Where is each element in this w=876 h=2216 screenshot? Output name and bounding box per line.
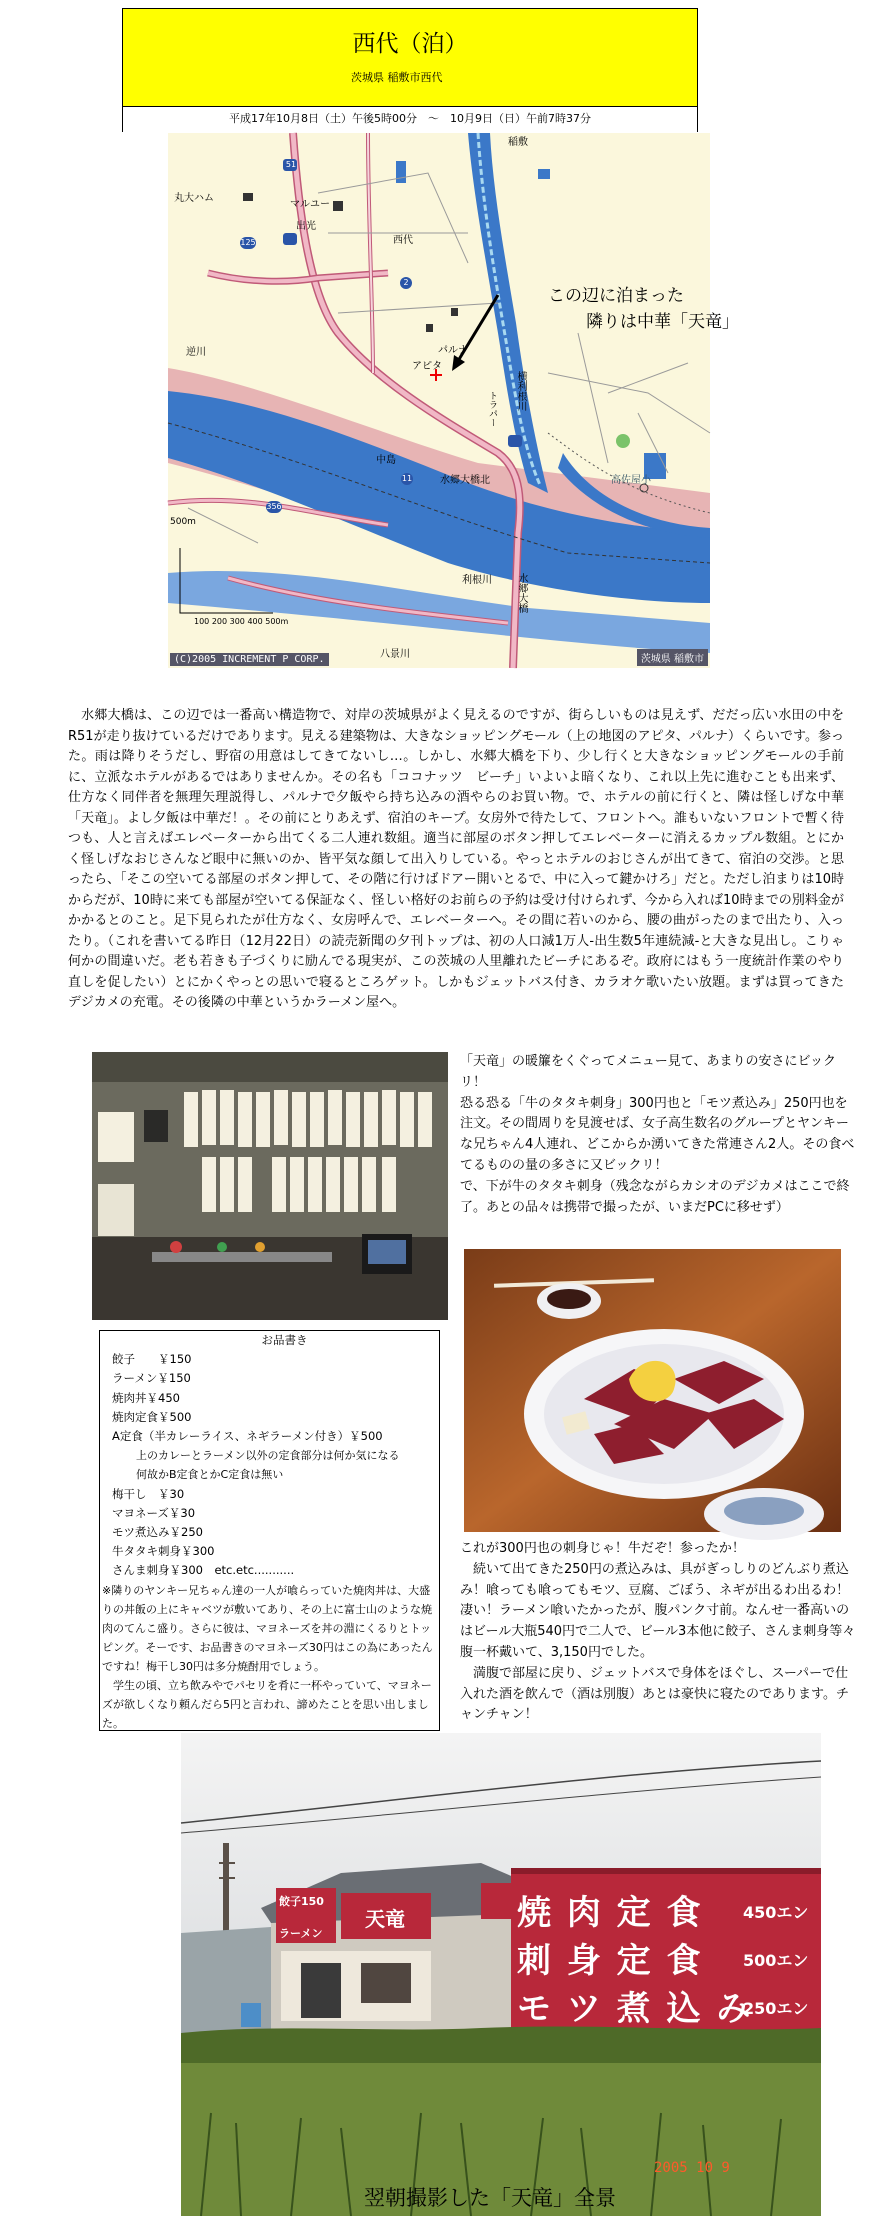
menu-box (99, 1330, 440, 1731)
sign-price-250: 250エン (743, 1999, 809, 2018)
map-label-paruna: パルナ (438, 345, 468, 356)
menu-title: お品書き (261, 1333, 308, 1347)
menu-item-yakinikudon: 焼肉丼￥450 (112, 1390, 180, 1405)
page-subtitle: 茨城県 稲敷市西代 (351, 71, 443, 84)
map-callout-line2: 隣りは中華「天竜」 (586, 312, 739, 332)
menu-item-a-teishoku: A定食（半カレーライス、ネギラーメン付き）￥500 (112, 1429, 383, 1444)
article-body: 水郷大橋は、この辺では一番高い構造物で、対岸の茨城県がよく見えるのですが、街らしいものは見えず、だだっ広い水田の中をR51が走り抜けているだけであります。見える建築物は、大きなショッピングモール（上の地図のアピタ、パルナ）くらいです。参った。雨は降りそうだし、野宿の用意はしてきてないし…。しかし、水郷大橋を下り、少し行くと大きなショッピングモールの手前に、立派なホテルがあるではありませんか。その名も「ココナッツ ビーチ」いよいよ暗くなり、これ以上先に進むことも出来ず、仕方なく同伴者を無理矢理説得し、パルナで夕飯やら持ち込みの酒やらのお買い物。で、ホテルの前に行くと、隣は怪しげな中華「天竜」。よし夕飯は中華だ！。その前にとりあえず、宿泊のキープ。女房外で待たして、フロントへ。誰もいないフロントで暫く待つも、人と言えばエレベーターから出てくる二人連れ数組。適当に部屋のボタン押してエレベーターに消えるカップル数組。とにかく怪しげなおじさんなど眼中に無いのか、皆平気な顔して出入りしている。やっとホテルのおじさんが出てきて、宿泊の交渉。と思ったら、「そこの空いてる部屋のボタン押して、その階に行けばドアー開いとるで、中に入って鍵かけろ」だと。ただし泊まりは10時からだが、10時に来ても部屋が空いてる保証なく、怪しい格好のお前らの予約は受け付けられず、今から入れば10時までの別料金がかかるとのこと。足下見られたが仕方なく、女房呼んで、エレベーターへ。その間に若いのから、腰の曲がったのまで出たり、入ったり。（これを書いてる昨日（12月22日）の読売新聞の夕刊トップは、初の人口減1万人-出生数5年連続減-と大きな見出し。こりゃ何かの間違いだ。老も若きも子づくりに励んでる現実が、この茨城の人里離れたビーチにあるぞ。政府にはもう一度統計作業のやり直しを促したい）とにかくやっとの思いで寝るところゲット。しかもジェットバス付き、カラオケ歌いたい放題。まずは買ってきたデジカメの充電。その後隣の中華というかラーメン屋へ。 (68, 708, 844, 1010)
sign-ramen: ラーメン (279, 1927, 323, 1940)
map-route-2: 2 (403, 278, 409, 287)
map-route-11: 11 (401, 474, 413, 483)
area-map (168, 133, 739, 668)
restaurant-intro-text: 「天竜」の暖簾をくぐってメニュー見て、あまりの安さにビックリ！ 恐る恐る「牛のタタキ刺身」300円也と「モツ煮込み」250円也を注文。その間周りを見渡せば、女子高生数名のグループとヤンキーな兄ちゃん4人連れ、どこからか湧いてきた常連さん2人。その食べてるものの量の多さに又ビックリ！ で、下が牛のタタキ刺身（残念ながらカシオのデジカメはここで終了。あとの品々は携帯で撮ったが、いまだPCに移せず） (460, 1054, 855, 1215)
map-route-356: 356 (266, 502, 282, 511)
map-label-tonegawa: 利根川 (462, 575, 492, 586)
meal-summary: これが300円也の刺身じゃ！牛だぞ！参ったか！ 続いて出てきた250円の煮込みは、具がぎっしりのどんぶり煮込み！喰っても喰ってもモツ、豆腐、ごぼう、ネギが出るわ出るわ！凄い！ラーメン喰いたかったが、腹パンク寸前。なんせ一番高いのはビール大瓶540円で二人で、ビール3本他に餃子、さんま刺身等々腹一杯戴いて、3,150円でした。 満腹で部屋に戻り、ジェットバスで身体をほぐし、スーパーで仕入れた酒を飲んで（酒は別腹）あとは豪快に寝たのであります。チャンチャン！ (460, 1541, 856, 1723)
map-scale-top: 500m (170, 517, 196, 527)
menu-item-umeboshi: 梅干し ￥30 (112, 1486, 185, 1501)
menu-item-mayonnaise: マヨネーズ￥30 (112, 1505, 196, 1520)
menu-item-sanma: さんま刺身￥300 etc.etc........... (112, 1563, 295, 1578)
stay-dates: 平成17年10月8日（土）午後5時00分 ～ 10月9日（日）午前7時37分 (123, 107, 697, 132)
sign-price-500: 500エン (743, 1951, 809, 1970)
map-label-apita: アピタ (412, 361, 442, 372)
map-label-nishidai: 西代 (393, 235, 413, 246)
sign-price-450: 450エン (743, 1903, 809, 1922)
beef-tataki-photo (464, 1249, 841, 1532)
map-callout-line1: この辺に泊まった (548, 286, 684, 306)
menu-footnote: ※隣りのヤンキー兄ちゃん達の一人が喰らっていた焼肉丼は、大盛りの丼飯の上にキャベツが敷いてあり、その上に富士山のような焼肉のてんこ盛り。さらに彼は、マヨネーズを丼の淵にくるりとトッピング。そーです、お品書きのマヨネーズ30円はこの為にあったんですね！梅干し30円は多分焼酎用でしょう。 学生の頃、立ち飲みやでパセリを肴に一杯やっていて、マヨネーズが欲しくなり頼んだら5円と言われ、諦めたことを思い出しました。 (102, 1583, 433, 1730)
map-label-yokotonegawa: 横利根川 (515, 371, 526, 411)
menu-item-yakiniku-teishoku: 焼肉定食￥500 (112, 1409, 192, 1424)
map-label-school: 高佐屋小 (611, 475, 651, 486)
menu-item-ramen: ラーメン￥150 (112, 1371, 191, 1386)
menu-sub-note-2: 何故かB定食とかC定食は無い (136, 1468, 284, 1482)
storefront-caption: 翌朝撮影した「天竜」全景 (364, 2186, 616, 2210)
map-label-torapa: トラパー (487, 391, 497, 427)
sign-motsu-nikomi: モ ツ 煮 込 み (517, 1989, 753, 2029)
map-label-suigo-bridge-north: 水郷大橋北 (440, 475, 490, 486)
map-label-dehara: 出光 (296, 221, 316, 232)
map-route-125: 125 (240, 238, 256, 247)
photo-datestamp: 2005 10 9 (654, 2160, 730, 2176)
map-label-marudai: 丸大ハム (174, 193, 214, 204)
menu-item-motsu: モツ煮込み￥250 (112, 1525, 203, 1540)
map-copyright: (C)2005 INCREMENT P CORP. (170, 653, 329, 666)
map-scale-ticks: 100 200 300 400 500m (194, 617, 289, 626)
map-label-suigo-ohashi: 水郷大橋 (516, 573, 527, 613)
map-region: 茨城県 稲敷市 (637, 649, 708, 666)
interior-photo (92, 1052, 448, 1320)
sign-sashimi-teishoku: 刺 身 定 食 (517, 1941, 703, 1981)
page-header (122, 8, 698, 132)
map-label-maruyu: マルユー (290, 199, 330, 210)
map-graphic (168, 133, 710, 668)
menu-item-gyu-tataki: 牛タタキ刺身￥300 (112, 1544, 215, 1559)
sign-gyoza: 餃子150 (279, 1895, 324, 1908)
restaurant-intro (460, 1052, 858, 1218)
sign-tenryu: 天竜 (365, 1907, 405, 1931)
page-title: 西代（泊） (352, 31, 468, 57)
map-label-hachimanda: 八景川 (380, 649, 410, 660)
header-banner (123, 9, 697, 107)
storefront-photo (181, 1733, 821, 2216)
menu-item-gyoza: 餃子 ￥150 (112, 1352, 192, 1367)
map-route-51: 51 (285, 160, 297, 169)
map-label-kaisu: 中島 (376, 455, 396, 466)
sign-yakiniku-teishoku: 焼 肉 定 食 (517, 1893, 703, 1933)
map-label-top: 稲敷 (508, 137, 528, 148)
menu-sub-note-1: 上のカレーとラーメン以外の定食部分は何か気になる (136, 1449, 400, 1463)
map-label-sakagawa: 逆川 (186, 347, 206, 358)
